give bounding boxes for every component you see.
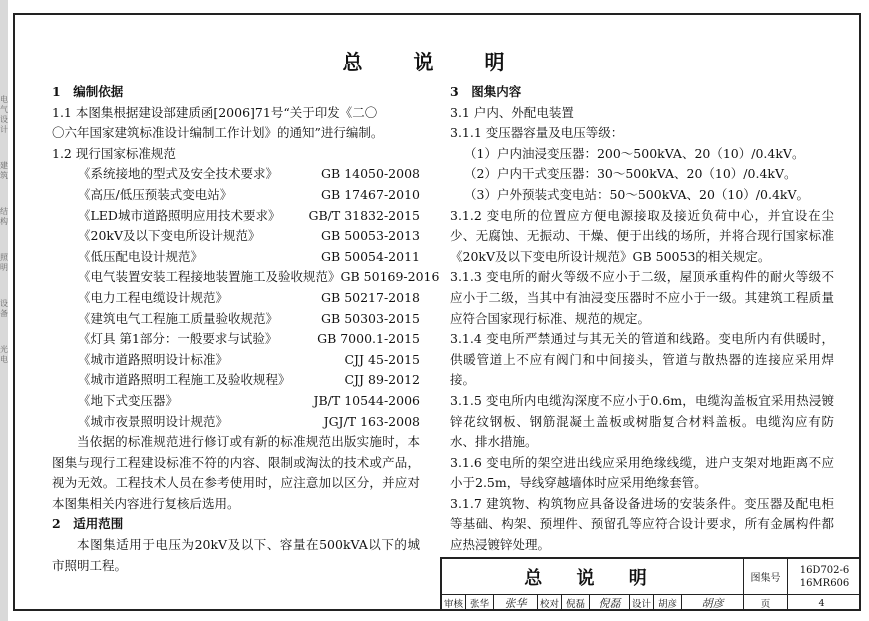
standard-name: 《电气装置安装工程接地装置施工及验收规范》	[78, 269, 341, 285]
subsection-heading: 3.1.1 变压器容量及电压等级：	[450, 125, 624, 141]
paragraph: 3.1.4 变电所严禁通过与其无关的管道和线路。变电所内有供暖时，供暖管道上不应有阀门和中间接头，管道与散热器的连接应采用焊接。	[450, 331, 834, 388]
standard-name: 《城市道路照明设计标准》	[78, 351, 229, 367]
title-block-title: 总 说 明	[442, 559, 744, 595]
paragraph: 3.1.7 建筑物、构筑物应具备设备进场的安装条件。变压器及配电柜等基础、构架、预埋件、预留孔等应符合设计要求，所有金属构件都应热浸镀锌处理。	[450, 495, 834, 553]
standard-row	[52, 267, 440, 288]
side-tab: 照明	[0, 253, 8, 272]
paragraph: 3.1.3 变电所的耐火等级不应小于二级，屋顶承重构件的耐火等级不应小于二级，当其中有油浸变压器时不应小于一级。其建筑工程质量应符合国家现行标准、规范的规定。	[450, 269, 834, 326]
standard-name: 《城市夜景照明设计规范》	[78, 413, 229, 429]
paragraph: 3.1.5 变电所内电缆沟深度不应小于0.6m，电缆沟盖板宜采用热浸镀锌花纹钢板、钢筋混凝土盖板或树脂复合材料盖板。电缆沟应有防水、排水措施。	[450, 392, 834, 450]
section-heading: 3 图集内容	[450, 84, 522, 99]
section-heading: 2 适用范围	[52, 516, 124, 532]
standard-row	[52, 370, 420, 391]
review-name: 张华	[466, 595, 494, 611]
side-tabs	[0, 95, 9, 391]
standard-row	[52, 185, 420, 206]
standards-list	[52, 164, 440, 432]
standard-row	[52, 206, 420, 227]
right-column	[450, 82, 834, 556]
standard-name: 《高压/低压预装式变电站》	[78, 186, 233, 202]
review-label: 审核	[442, 595, 466, 611]
design-label: 设计	[630, 595, 654, 611]
standard-name: 《建筑电气工程施工质量验收规范》	[78, 310, 279, 326]
standard-row	[52, 164, 420, 185]
check-signature: 倪磊	[590, 595, 630, 611]
standard-code: JB/T 10544-2006	[313, 392, 420, 408]
design-signature: 胡彦	[682, 595, 744, 611]
side-tab: 结构	[0, 207, 8, 226]
scope-paragraph: 本图集适用于电压为20kV及以下、容量在500kVA以下的城市照明工程。	[52, 537, 420, 573]
standard-row	[52, 288, 420, 309]
standard-code: CJJ 89-2012	[344, 372, 420, 388]
standard-code: GB 17467-2010	[321, 186, 420, 202]
list-item: （2）户内干式变压器：30～500kVA、20（10）/0.4kV。	[464, 166, 797, 182]
side-tab: 设备	[0, 299, 8, 318]
atlas-number-2: 16MR606	[799, 577, 850, 589]
list-item: （3）户外预装式变电站：50～500kVA、20（10）/0.4kV。	[464, 186, 810, 202]
atlas-number-1: 16D702-6	[799, 564, 850, 576]
standard-code: GB 50217-2018	[321, 289, 420, 305]
page-number: 4	[818, 597, 825, 609]
standard-code: GB 50169-2016	[340, 269, 440, 285]
atlas-number-label: 图集号	[744, 559, 788, 595]
standard-row	[52, 391, 420, 412]
standard-code: GB 7000.1-2015	[317, 331, 420, 347]
standard-row	[52, 247, 420, 268]
paragraph-line: 〇六年国家建筑标准设计编制工作计划》的通知”进行编制。	[52, 125, 384, 141]
standard-row	[52, 226, 420, 247]
standard-row	[52, 350, 420, 371]
standard-code: GB 14050-2008	[321, 166, 420, 182]
standard-code: GB 50303-2015	[321, 310, 420, 326]
subsection-heading: 1.2 现行国家标准规范	[52, 145, 176, 161]
standard-name: 《城市道路照明工程施工及验收规程》	[78, 372, 291, 388]
standard-name: 《灯具 第1部分：一般要求与试验》	[78, 331, 278, 347]
side-tab: 光电	[0, 345, 8, 364]
subsection-heading: 3.1 户内、外配电装置	[450, 104, 574, 120]
check-label: 校对	[538, 595, 562, 611]
page-title: 总 说 明	[342, 50, 527, 74]
paragraph-line: 1.1 本图集根据建设部建质函[2006]71号“关于印发《二〇	[52, 104, 378, 120]
standard-code: CJJ 45-2015	[344, 351, 420, 367]
title-block	[440, 557, 861, 611]
standard-name: 《电力工程电缆设计规范》	[78, 289, 229, 305]
standard-code: GB 50054-2011	[321, 248, 420, 264]
side-tab: 建筑	[0, 161, 8, 180]
list-item: （1）户内油浸变压器：200～500kVA、20（10）/0.4kV。	[464, 145, 805, 161]
standard-name: 《20kV及以下变电所设计规范》	[78, 228, 261, 244]
left-column	[52, 82, 440, 576]
standard-name: 《地下式变压器》	[78, 392, 179, 408]
paragraph: 3.1.2 变电所的位置应方便电源接取及接近负荷中心，并宜设在尘少、无腐蚀、无振动、干燥、便于出线的场所，并将合现行国家标准《20kV及以下变电所设计规范》GB 50053的相关规定。	[450, 207, 834, 264]
side-tab: 电气设计	[0, 95, 8, 134]
standard-row	[52, 329, 420, 350]
note-paragraph: 当依据的标准规范进行修订或有新的标准规范出版实施时，本图集与现行工程建设标准不符的内容、限制或淘汰的技术或产品，视为无效。工程技术人员在参考使用时，应注意加以区分，并应对本图集相关内容进行复核后选用。	[52, 434, 420, 511]
signature-row	[442, 595, 861, 611]
design-name: 胡彦	[654, 595, 682, 611]
page-label: 页	[744, 595, 788, 611]
paragraph: 3.1.6 变电所的架空进出线应采用绝缘线缆，进户支架对地距离不应小于2.5m，导线穿越墙体时应采用绝缘套管。	[450, 454, 834, 491]
standard-name: 《LED城市道路照明应用技术要求》	[78, 207, 281, 223]
standard-name: 《低压配电设计规范》	[78, 248, 204, 264]
standard-row	[52, 412, 420, 433]
standard-code: GB 50053-2013	[321, 228, 420, 244]
check-name: 倪磊	[562, 595, 590, 611]
standard-name: 《系统接地的型式及安全技术要求》	[78, 166, 279, 182]
standard-code: JGJ/T 163-2008	[323, 413, 420, 429]
atlas-number	[788, 559, 861, 595]
standard-row	[52, 309, 420, 330]
standard-code: GB/T 31832-2015	[308, 207, 420, 223]
section-heading: 1 编制依据	[52, 84, 124, 99]
review-signature: 张华	[494, 595, 538, 611]
